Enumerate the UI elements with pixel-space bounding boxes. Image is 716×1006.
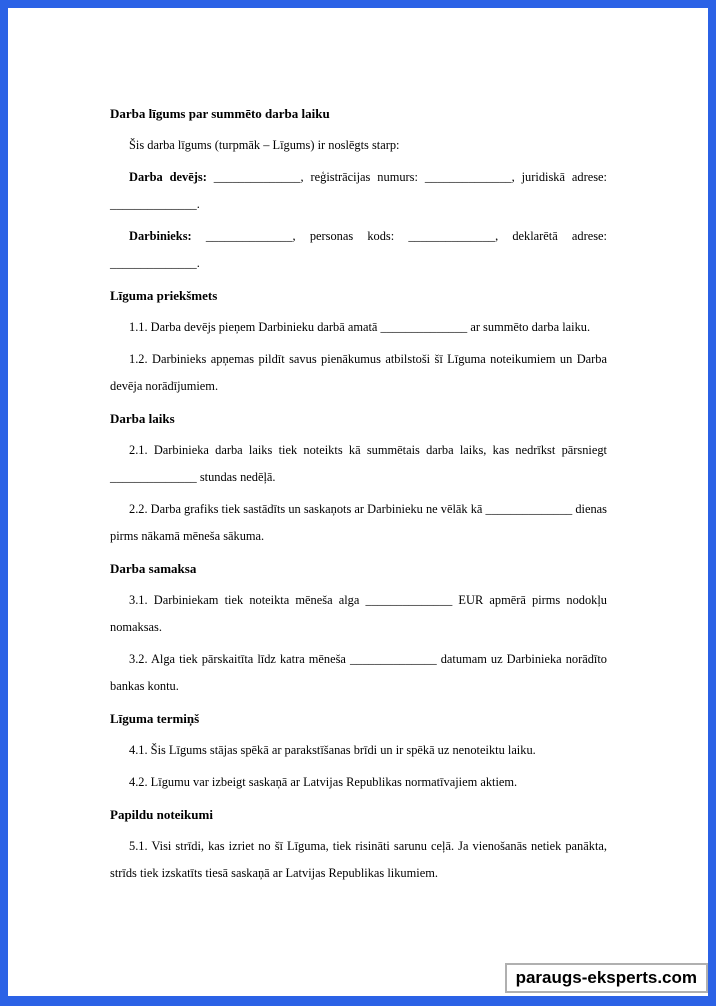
employee-details: ______________, personas kods: ______________, deklarētā adrese: ______________. (110, 229, 607, 270)
section-heading-work-time: Darba laiks (110, 411, 175, 426)
employer-label: Darba devējs: (129, 170, 207, 184)
clause-4-1: 4.1. Šis Līgums stājas spēkā ar parakstīšanas brīdi un ir spēkā uz nenoteiktu laiku. (129, 743, 536, 757)
clause-2-1: 2.1. Darbinieka darba laiks tiek noteikts kā summētais darba laiks, kas nedrīkst pārsniegt ______________ stundas nedēļā. (110, 443, 607, 484)
employer-paragraph (110, 164, 607, 218)
clause-3-1: 3.1. Darbiniekam tiek noteikta mēneša alga ______________ EUR apmērā pirms nodokļu nomaksas. (110, 593, 607, 634)
section-heading-pay: Darba samaksa (110, 561, 197, 576)
section-heading-subject: Līguma priekšmets (110, 288, 218, 303)
clause-2-2: 2.2. Darba grafiks tiek sastādīts un saskaņots ar Darbinieku ne vēlāk kā ______________ dienas pirms nākamā mēneša sākuma. (110, 502, 607, 543)
document-content (8, 8, 708, 887)
section-heading-additional: Papildu noteikumi (110, 807, 213, 822)
section-heading-term: Līguma termiņš (110, 711, 200, 726)
document-title: Darba līgums par summēto darba laiku (110, 106, 330, 121)
watermark-badge[interactable]: paraugs-eksperts.com (505, 963, 708, 993)
intro-paragraph: Šis darba līgums (turpmāk – Līgums) ir noslēgts starp: (129, 138, 400, 152)
clause-4-2: 4.2. Līgumu var izbeigt saskaņā ar Latvijas Republikas normatīvajiem aktiem. (129, 775, 518, 789)
clause-3-2: 3.2. Alga tiek pārskaitīta līdz katra mēneša ______________ datumam uz Darbinieka norādīto bankas kontu. (110, 652, 607, 693)
clause-5-1: 5.1. Visi strīdi, kas izriet no šī Līguma, tiek risināti sarunu ceļā. Ja vienošanās netiek panākta, strīds tiek izskatīts tiesā saskaņā ar Latvijas Republikas likumiem. (110, 839, 607, 880)
employee-label: Darbinieks: (129, 229, 192, 243)
employee-paragraph (110, 223, 607, 277)
employer-details: ______________, reģistrācijas numurs: ______________, juridiskā adrese: ______________. (110, 170, 607, 211)
clause-1-2: 1.2. Darbinieks apņemas pildīt savus pienākumus atbilstoši šī Līguma noteikumiem un Darba devēja norādījumiem. (110, 352, 607, 393)
clause-1-1: 1.1. Darba devējs pieņem Darbinieku darbā amatā ______________ ar summēto darba laiku. (129, 320, 591, 334)
